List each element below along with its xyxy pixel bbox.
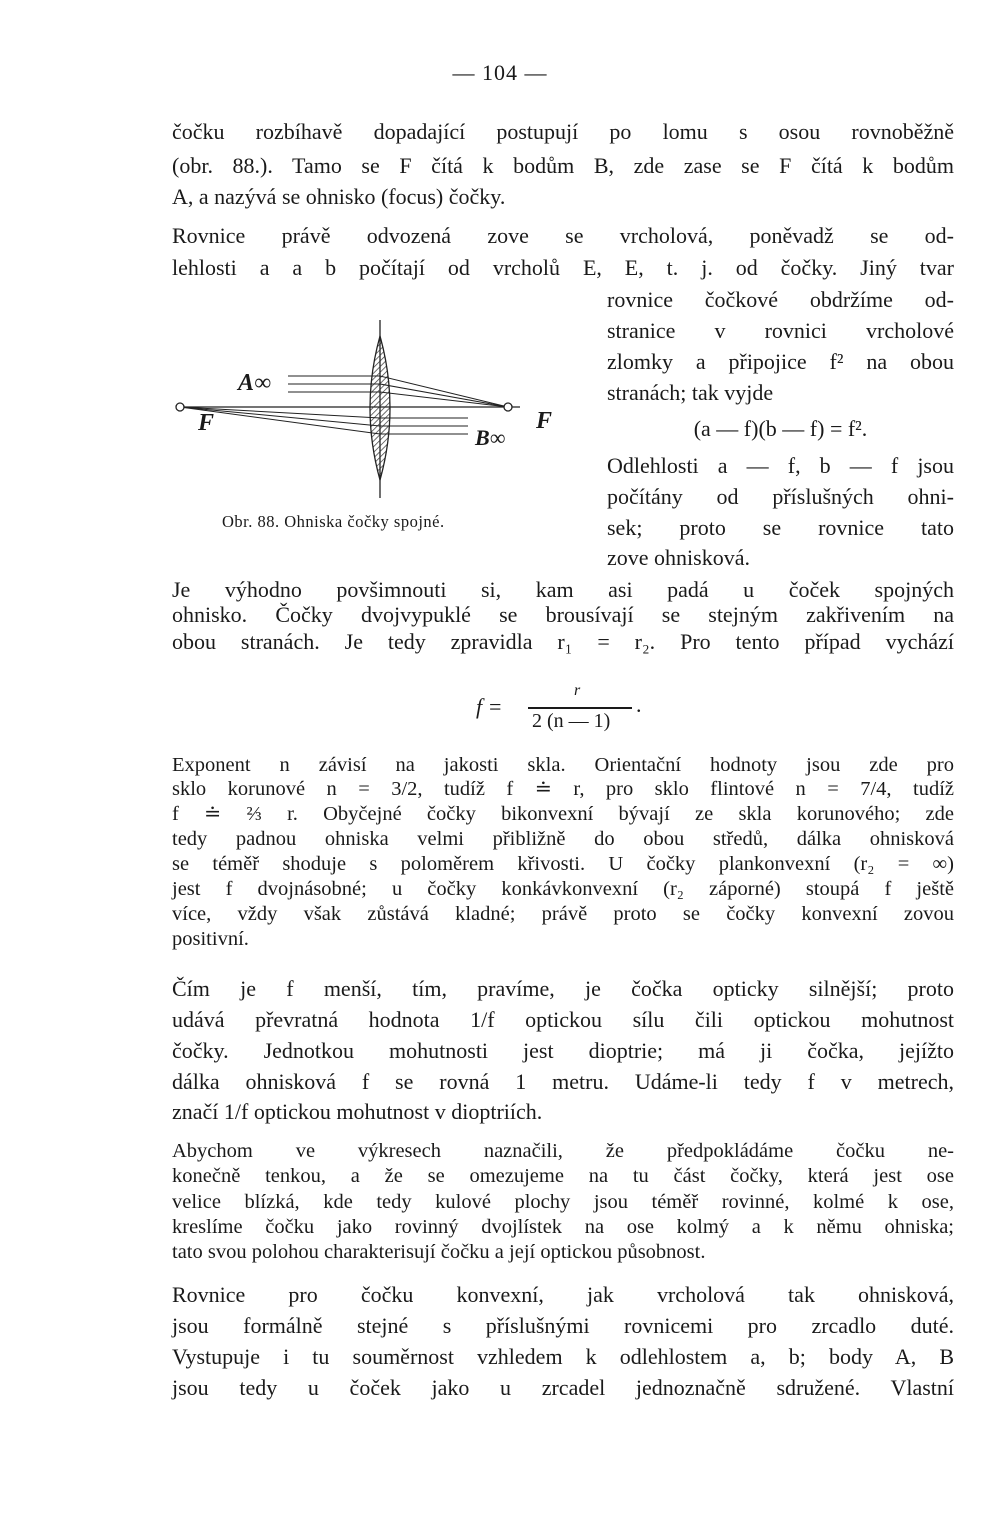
text-line: stranách; tak vyjde — [607, 380, 774, 405]
text-line: zove ohnisková. — [607, 545, 750, 570]
text-line: Je výhodno povšimnouti si, kam asi padá u čoček spojných — [172, 577, 954, 602]
lens-figure — [168, 318, 588, 508]
figure-caption: Obr. 88. Ohniska čočky spojné. — [222, 512, 445, 531]
text-line: kreslíme čočku jako rovinný dvojlístek na ose kolmý a k němu ohniska; — [172, 1216, 954, 1238]
text-line: Odlehlosti a — f, b — f jsou — [607, 453, 954, 478]
text-line: dálka ohnisková f se rovná 1 metru. Udáme-li tedy f v metrech, — [172, 1069, 954, 1094]
text-line: tato svou polohou charakterisují čočku a její optickou působnost. — [172, 1241, 706, 1263]
text-line: sek; proto se rovnice tato — [607, 515, 954, 540]
text-line: čočky. Jednotkou mohutnosti jest dioptrie; má ji čočka, jejížto — [172, 1038, 954, 1063]
text-line: lehlosti a a b počítají od vrcholů E, E, t. j. od čočky. Jiný tvar — [172, 255, 954, 280]
text-line: sklo korunové n = 3/2, tudíž f ≐ r, pro sklo flintové n = 7/4, tudíž — [172, 778, 954, 800]
equation-numerator: r — [574, 682, 581, 699]
text-line: f ≐ ⅔ r. Obyčejné čočky bikonvexní bývají ze skla korunového; zde — [172, 803, 954, 825]
text-line: Vystupuje i tu souměrnost vzhledem k odlehlostem a, b; body A, B — [172, 1344, 954, 1369]
text-line: tedy padnou ohniska velmi přibližně do obou středů, dálka ohnisková — [172, 828, 954, 850]
formula-line: (a — f)(b — f) = f². — [693, 416, 868, 441]
text-line: počítány od příslušných ohni- — [607, 484, 954, 509]
text-line: jest f dvojnásobné; u čočky konkávkonvexní (r₂ záporné) stoupá f ještě — [172, 878, 954, 900]
page-number: — 104 — — [452, 60, 548, 85]
text-line: positivní. — [172, 928, 249, 950]
label-right-f: F — [536, 408, 553, 434]
text-line: čočku rozbíhavě dopadající postupují po lomu s osou rovnoběžně — [172, 119, 954, 144]
text-line: značí 1/f optickou mohutnost v dioptriích. — [172, 1099, 543, 1124]
text-line: ohnisko. Čočky dvojvypuklé se brousívají se stejným zakřivením na — [172, 602, 954, 627]
lens-shape — [370, 336, 390, 480]
text-line: udává převratná hodnota 1/f optickou sílu čili optickou mohutnost — [172, 1007, 954, 1032]
text-line: Abychom ve výkresech naznačili, že předpokládáme čočku ne- — [172, 1140, 954, 1162]
left-focus-point — [176, 403, 184, 411]
text-line: obou stranách. Je tedy zpravidla r₁ = r₂. Pro tento případ vychází — [172, 629, 954, 654]
text-line: konečně tenkou, a že se omezujeme na tu část čočky, která jest ose — [172, 1165, 954, 1187]
text-line: Čím je f menší, tím, pravíme, je čočka opticky silnější; proto — [172, 976, 954, 1001]
text-line: Rovnice pro čočku konvexní, jak vrcholová tak ohnisková, — [172, 1282, 954, 1307]
equation-lhs: f = — [476, 694, 503, 719]
text-line: jsou formálně stejné s příslušnými rovnicemi pro zrcadlo duté. — [172, 1313, 954, 1338]
text-line: se téměř shoduje s poloměrem křivosti. U čočky plankonvexní (r₂ = ∞) — [172, 853, 954, 875]
equation-denominator: 2 (n — 1) — [532, 710, 611, 732]
fraction-bar — [528, 707, 632, 709]
right-focus-point — [504, 403, 512, 411]
text-line: (obr. 88.). Tamo se F čítá k bodům B, zde zase se F čítá k bodům — [172, 153, 954, 178]
text-line: více, vždy však zůstává kladné; právě proto se čočky konvexní zovou — [172, 903, 954, 925]
label-left-f: F — [198, 410, 215, 436]
text-line: A, a nazývá se ohnisko (focus) čočky. — [172, 184, 506, 209]
text-line: Rovnice právě odvozená zove se vrcholová, poněvadž se od- — [172, 223, 954, 248]
text-line: Exponent n závisí na jakosti skla. Orientační hodnoty jsou zde pro — [172, 754, 954, 776]
text-line: rovnice čočkové obdržíme od- — [607, 287, 954, 312]
equation-end: . — [636, 692, 642, 717]
text-line: velice blízká, kde tedy kulové plochy jsou téměř rovinné, kolmé k ose, — [172, 1191, 954, 1213]
label-a-infinity: A∞ — [238, 370, 272, 396]
text-line: zlomky a připojice f² na obou — [607, 349, 954, 374]
text-line: stranice v rovnici vrcholové — [607, 318, 954, 343]
text-line: jsou tedy u čoček jako u zrcadel jednoznačně sdružené. Vlastní — [172, 1375, 954, 1400]
label-b-infinity: B∞ — [475, 425, 506, 450]
focal-length-equation — [476, 682, 646, 742]
